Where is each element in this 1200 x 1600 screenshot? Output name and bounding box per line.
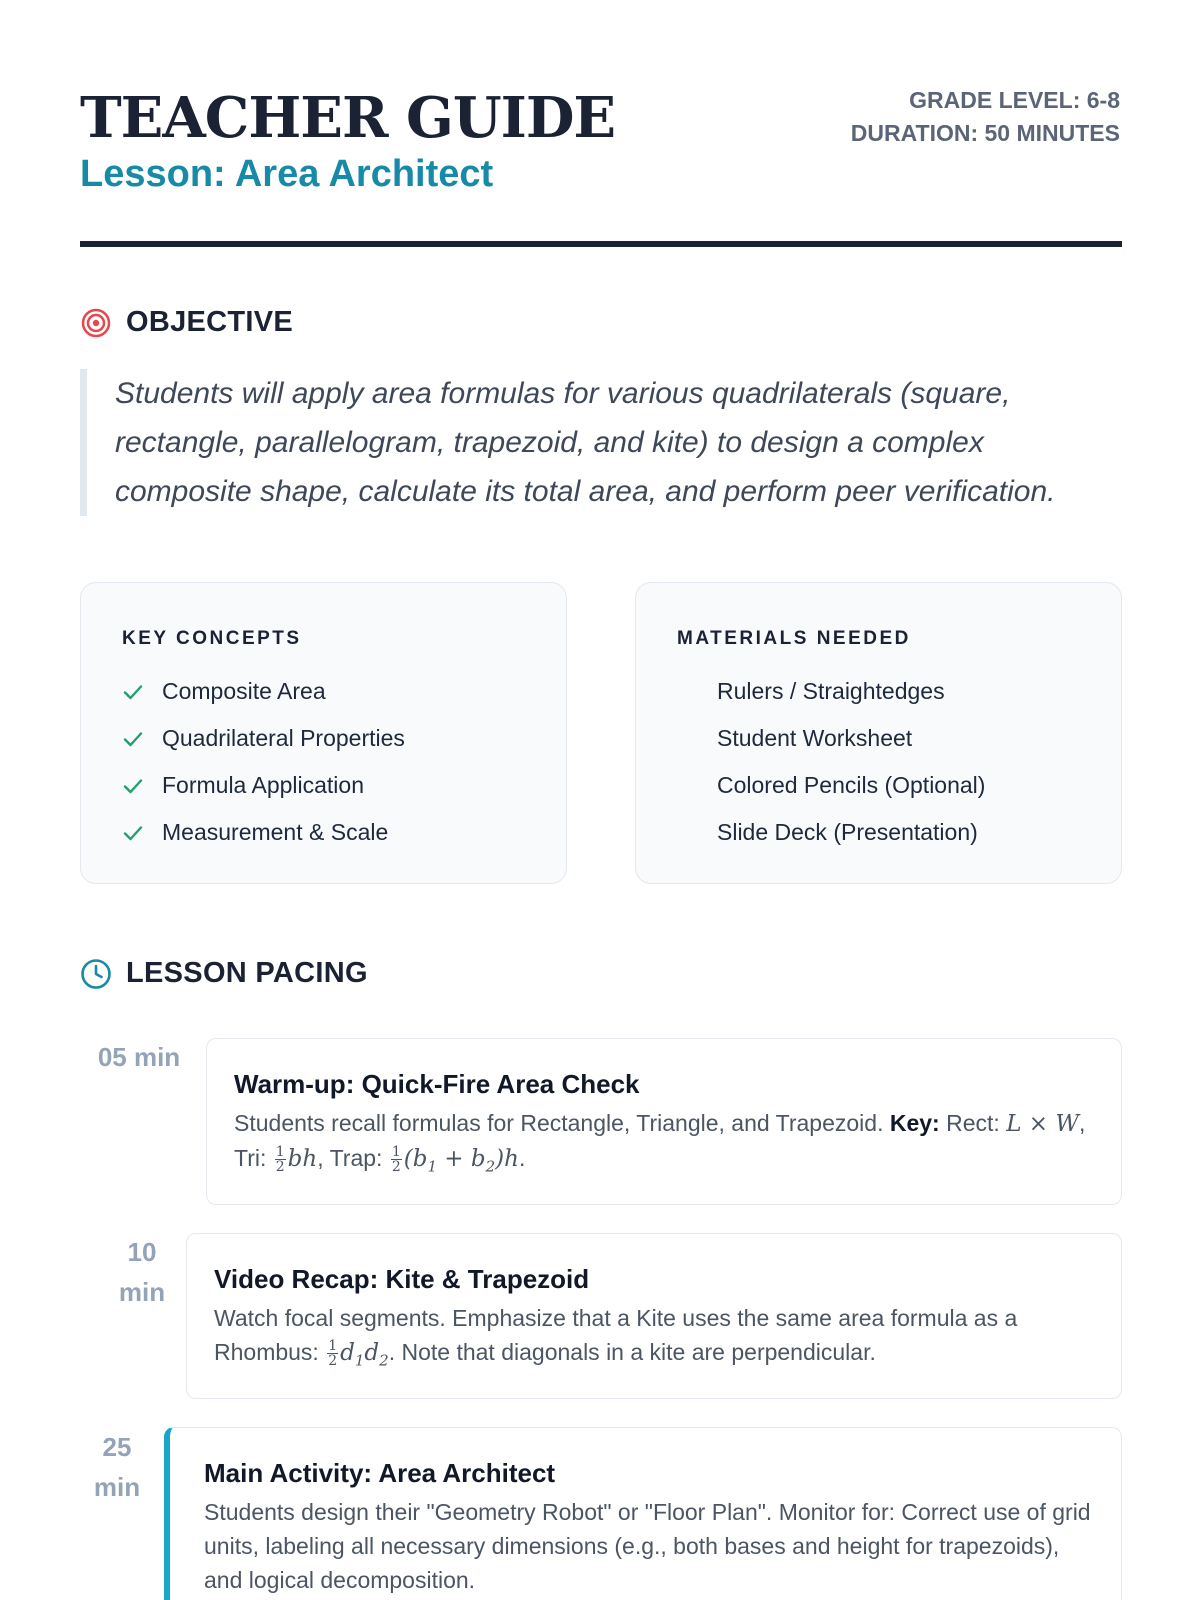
pacing-heading [80,957,368,990]
page-title: TEACHER GUIDE [80,85,616,151]
list-item [677,715,1081,762]
step-title: Main Activity: Area Architect [204,1458,556,1488]
header [80,80,1120,240]
materials-title: MATERIALS NEEDED [677,628,911,649]
pacing-step [206,1038,1122,1205]
pacing-step-highlighted [164,1427,1122,1600]
step-time: 10 min [118,1237,166,1307]
material-label: Student Worksheet [717,725,913,751]
objective-label: OBJECTIVE [126,306,294,338]
material-label: Colored Pencils (Optional) [717,772,986,798]
lesson-title: Lesson: Area Architect [80,153,494,195]
list-item [677,668,1081,715]
clock-icon [80,958,112,990]
check-icon [122,822,146,844]
header-divider [80,241,1122,247]
check-icon [122,681,146,703]
material-label: Rulers / Straightedges [717,678,945,704]
concept-label: Formula Application [162,772,364,798]
grade-level: GRADE LEVEL: 6-8 [909,87,1120,113]
list-item [677,809,1081,856]
list-item [677,762,1081,809]
list-item [122,668,526,715]
step-title: Warm-up: Quick-Fire Area Check [234,1069,640,1099]
key-concepts-card [80,582,567,884]
concept-label: Composite Area [162,678,326,704]
check-icon [122,728,146,750]
materials-card [635,582,1122,884]
list-item [122,715,526,762]
objective-text: Students will apply area formulas for various quadrilaterals (square, rectangle, parallelogram, trapezoid, and kite) to design a complex composite shape, calculate its total area, and perform peer verification. [80,369,1110,516]
list-item [122,762,526,809]
step-description: Students recall formulas for Rectangle, Triangle, and Trapezoid. Key: Rect: L × W, Tri: $\frac{1}{2}$ bh, Trap: $\frac{1}{2}$ $(b_1 + b_2)h$. [234,1110,1086,1176]
concept-label: Measurement & Scale [162,819,389,845]
step-title: Video Recap: Kite & Trapezoid [214,1264,590,1294]
step-time: 25 min [93,1432,141,1502]
lesson-meta [851,84,1120,150]
duration: DURATION: 50 MINUTES [850,120,1120,146]
pacing-step [186,1233,1122,1399]
objective-heading [80,306,293,339]
step-time: 05 min [97,1042,181,1072]
key-concepts-title: KEY CONCEPTS [122,628,302,649]
check-icon [122,775,146,797]
step-description: Watch focal segments. Emphasize that a Kite uses the same area formula as a Rhombus: $\frac{1}{2}$ $d_1d_2$. Note that diagonals in a kite are perpendicular. [214,1305,1018,1370]
material-label: Slide Deck (Presentation) [717,819,978,845]
step-description: Students design their "Geometry Robot" or "Floor Plan". Monitor for: Correct use of grid units, labeling all necessary dimensions (e.g., both bases and height for trapezoids), and logical decomposition. [204,1499,1091,1593]
concept-label: Quadrilateral Properties [162,725,405,751]
list-item [122,809,526,856]
target-icon [80,307,112,339]
pacing-label: LESSON PACING [126,957,368,989]
